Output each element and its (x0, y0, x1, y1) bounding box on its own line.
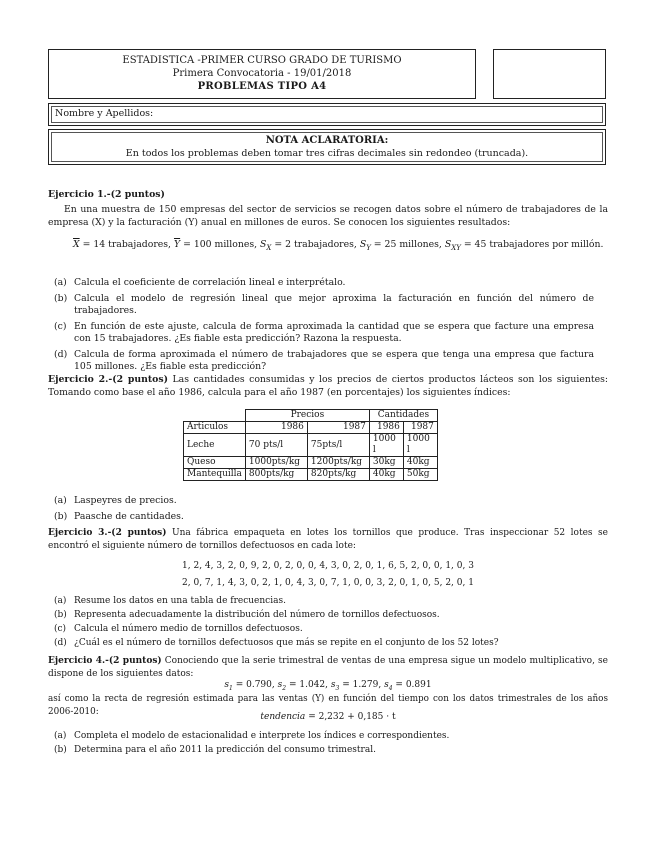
ej1-items (54, 277, 594, 377)
nota-box (48, 129, 606, 165)
ej2-intro-block (48, 374, 608, 399)
list-item: (b) Representa adecuadamente la distribución del número de tornillos defectuosos. (54, 610, 440, 620)
ej2-items (54, 495, 594, 526)
ej3-data-row-1: 1, 2, 4, 3, 2, 0, 9, 2, 0, 2, 0, 0, 4, 3, 0, 2, 0, 1, 6, 5, 2, 0, 0, 1, 0, 3 (182, 561, 474, 571)
ej4-items (54, 731, 594, 759)
table-row: Articulos 1986 1987 1986 1987 (184, 422, 438, 434)
name-label: Nombre y Apellidos: (55, 108, 154, 119)
header-box (48, 49, 476, 99)
list-item: (a) Completa el modelo de estacionalidad e interprete los índices e correspondientes. (54, 731, 450, 741)
nota-text: En todos los problemas deben tomar tres cifras decimales sin redondeo (truncada). (125, 148, 529, 159)
ej4-title: Ejercicio 4.-(2 puntos) (48, 656, 162, 666)
ej3-intro-block (48, 527, 608, 552)
problem-type: PROBLEMAS TIPO A4 (197, 81, 327, 92)
nota-title: NOTA ACLARATORIA: (265, 135, 389, 146)
convocatoria-line: Primera Convocatoria - 19/01/2018 (172, 68, 352, 79)
list-item: (b) Calcula el modelo de regresión lineal que mejor aproxima la facturación en función del número de trabajadores. (54, 292, 594, 316)
ej4-s-values: $s_1 = 0.790$, $s_2 = 1.042$, $s_3 = 1.279$, $s_4 = 0.891$ (224, 680, 432, 692)
table-row: Precios Cantidades (184, 410, 438, 422)
course-title: ESTADISTICA -PRIMER CURSO GRADO DE TURISMO (122, 55, 402, 66)
ej1-title: Ejercicio 1.-(2 puntos) (48, 189, 165, 200)
list-item: (b) Paasche de cantidades. (54, 510, 184, 522)
list-item: (b) Determina para el año 2011 la predicción del consumo trimestral. (54, 745, 376, 755)
ej3-intro: Una fábrica empaqueta en lotes los tornillos que produce. Tras inspeccionar 52 lotes se encontró el siguiente número de tornillos defectuosos en cada lote: (48, 528, 608, 551)
ej4-after: así como la recta de regresión estimada para las ventas (Y) en función del tiempo con los datos trimestrales de los años 2006-2010: (48, 694, 608, 717)
ej2-title: Ejercicio 2.-(2 puntos) (48, 374, 168, 385)
table-row: Leche 70 pts/l 75pts/l 1000 l 1000 l (184, 434, 438, 457)
ej1-stats: $\overline{X} = 14$ trabajadores, $\overline{Y} = 100$ millones, $S_X = 2$ trabajadores, $S_Y = 25$ millones, $S_{XY} = 45$ trabajadores por millón. (73, 239, 604, 252)
list-item: (c) Calcula el número medio de tornillos defectuosos. (54, 624, 303, 634)
grade-box (493, 49, 606, 99)
ej4-intro: Conociendo que la serie trimestral de ventas de una empresa sigue un modelo multiplicativo, se dispone de los siguientes datos: (48, 656, 608, 679)
ej3-title: Ejercicio 3.-(2 puntos) (48, 528, 167, 538)
ej1-intro: En una muestra de 150 empresas del sector de servicios se recogen datos sobre el número de trabajadores de la empresa (X) y la facturación (Y) anual en millones de euros. Se conocen los siguientes resultados: (48, 204, 608, 228)
name-field[interactable] (48, 103, 606, 126)
products-table (183, 409, 438, 481)
table-row: Queso 1000pts/kg 1200pts/kg 30kg 40kg (184, 457, 438, 469)
list-item: (c) En función de este ajuste, calcula de forma aproximada la cantidad que se espera que facture una empresa con 15 trabajadores. ¿Es fiable esta predicción? Razona la respuesta. (54, 320, 594, 344)
list-item: (a) Calcula el coeficiente de correlación lineal e interprétalo. (54, 277, 346, 288)
table-row: Mantequilla 800pts/kg 820pts/kg 40kg 50kg (184, 469, 438, 481)
ej4-trend: tendencia = 2,232 + 0,185 · t (260, 712, 396, 722)
list-item: (d) Calcula de forma aproximada el número de trabajadores que se espera que tenga una empresa que factura 105 millones. ¿Es fiable esta predicción? (54, 348, 594, 372)
ej4-intro-block (48, 655, 608, 680)
list-item: (a) Laspeyres de precios. (54, 495, 177, 506)
list-item: (a) Resume los datos en una tabla de frecuencias. (54, 596, 286, 606)
ej3-data-row-2: 2, 0, 7, 1, 4, 3, 0, 2, 1, 0, 4, 3, 0, 7, 1, 0, 0, 3, 2, 0, 1, 0, 5, 2, 0, 1 (182, 578, 474, 588)
ej3-items (54, 596, 594, 652)
list-item: (d) ¿Cuál es el número de tornillos defectuosos que más se repite en el conjunto de los 52 lotes? (54, 638, 499, 648)
ej2-intro: Las cantidades consumidas y los precios de ciertos productos lácteos son los siguientes: Tomando como base el año 1986, calcula para el año 1987 (en porcentajes) los siguientes índices: (48, 374, 608, 398)
